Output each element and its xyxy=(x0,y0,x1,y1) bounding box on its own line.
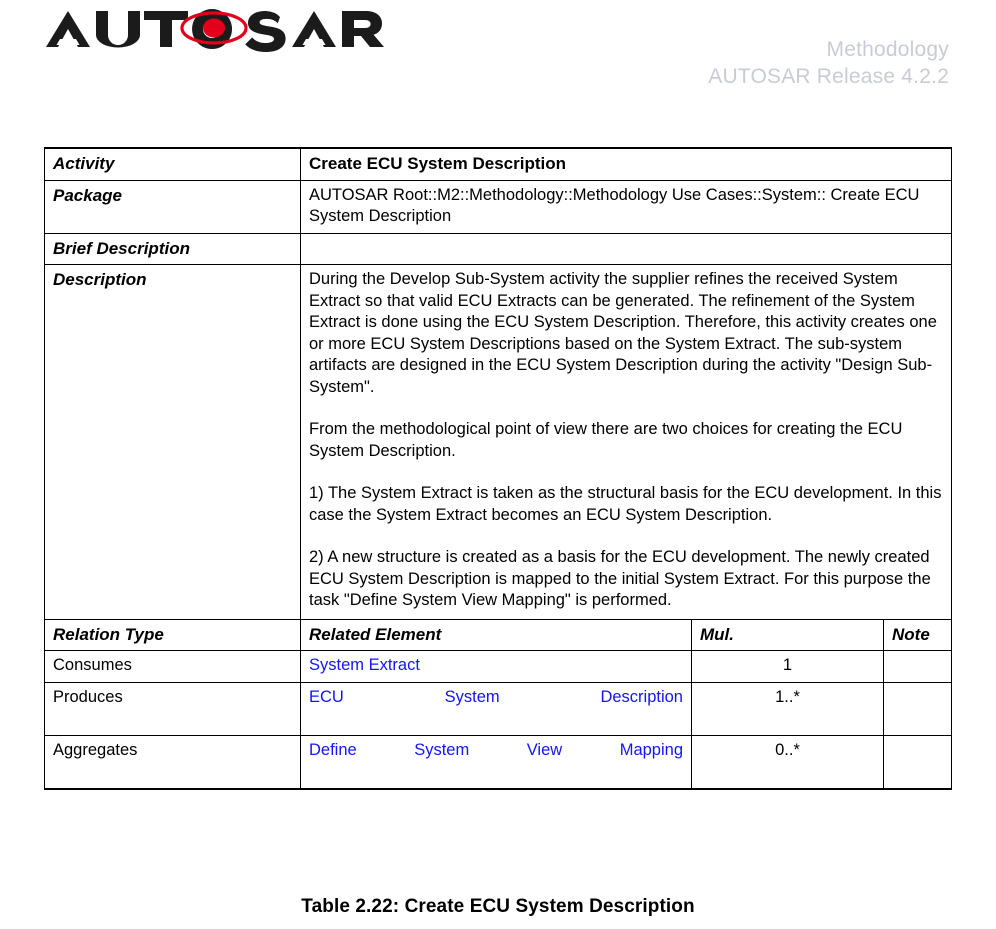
brief-description-label: Brief Description xyxy=(45,233,301,265)
table-caption: Table 2.22: Create ECU System Description xyxy=(301,896,695,917)
specification-table-wrapper xyxy=(44,147,952,790)
note-cell xyxy=(884,682,952,735)
specification-table xyxy=(44,147,952,790)
document-title: Methodology xyxy=(826,38,949,61)
mul-header: Mul. xyxy=(692,619,884,651)
description-paragraph: From the methodological point of view there are two choices for creating the ECU System Description. xyxy=(309,420,903,460)
activity-value: Create ECU System Description xyxy=(301,148,952,180)
table-row xyxy=(45,651,952,683)
table-row xyxy=(45,682,952,735)
note-cell xyxy=(884,735,952,789)
description-label: Description xyxy=(45,265,301,620)
mul-cell: 0..* xyxy=(692,735,884,789)
document-release: AUTOSAR Release 4.2.2 xyxy=(708,65,949,88)
mul-cell: 1 xyxy=(692,651,884,683)
package-label: Package xyxy=(45,180,301,233)
related-element-cell xyxy=(301,735,692,789)
related-element-header: Related Element xyxy=(301,619,692,651)
relation-type-cell: Aggregates xyxy=(45,735,301,789)
related-element-link[interactable]: System Extract xyxy=(309,656,420,674)
page-header xyxy=(0,0,996,118)
description-value xyxy=(301,265,952,620)
table-row-brief-description xyxy=(45,233,952,265)
table-row-description xyxy=(45,265,952,620)
table-row-activity xyxy=(45,148,952,180)
package-value: AUTOSAR Root::M2::Methodology::Methodology Use Cases::System:: Create ECU System Description xyxy=(301,180,952,233)
related-element-cell xyxy=(301,682,692,735)
relation-type-cell: Consumes xyxy=(45,651,301,683)
table-row xyxy=(45,735,952,789)
note-header: Note xyxy=(884,619,952,651)
note-cell xyxy=(884,651,952,683)
table-row-package xyxy=(45,180,952,233)
autosar-logo xyxy=(44,6,389,54)
description-paragraph: During the Develop Sub-System activity the supplier refines the received System Extract so that valid ECU Extracts can be generated. The refinement of the System Extract is done using the ECU System Description. Therefore, this activity creates one or more ECU System Descriptions based on the System Extract. The sub-system artifacts are designed in the ECU System Description during the activity "Design Sub-System". xyxy=(309,270,937,396)
document-meta xyxy=(708,36,949,90)
related-element-cell xyxy=(301,651,692,683)
description-paragraph: 2) A new structure is created as a basis for the ECU development. The newly created ECU System Description is mapped to the initial System Extract. For this purpose the task "Define System View Mapping" is performed. xyxy=(309,548,931,609)
relation-header-row xyxy=(45,619,952,651)
activity-label: Activity xyxy=(45,148,301,180)
related-element-link[interactable]: Define System View Mapping xyxy=(309,740,683,759)
brief-description-value xyxy=(301,233,952,265)
description-paragraph: 1) The System Extract is taken as the structural basis for the ECU development. In this case the System Extract becomes an ECU System Description. xyxy=(309,484,942,524)
relation-type-cell: Produces xyxy=(45,682,301,735)
relation-type-header: Relation Type xyxy=(45,619,301,651)
mul-cell: 1..* xyxy=(692,682,884,735)
related-element-link[interactable]: ECU System Description xyxy=(309,687,683,706)
